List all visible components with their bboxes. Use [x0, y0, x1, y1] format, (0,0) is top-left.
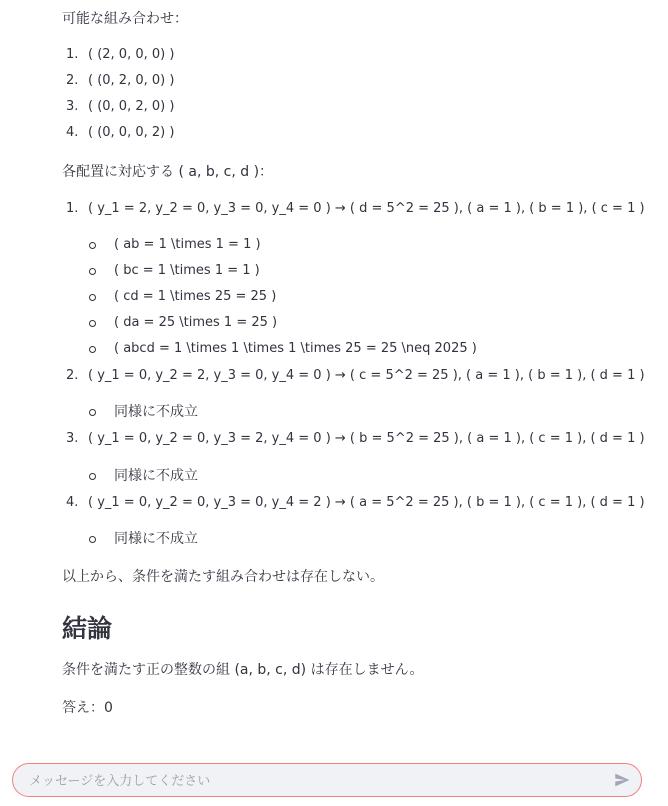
circle-bullet-icon [89, 242, 96, 249]
conclusion-heading: 結論 [62, 614, 113, 643]
sub-list-text: 同様に不成立 [114, 468, 198, 484]
list-number: 2. [66, 368, 79, 383]
circle-bullet-icon [89, 409, 96, 416]
sub-list-text: ( da = 25 \times 1 = 25 ) [114, 315, 278, 330]
sub-list-text: ( cd = 1 \times 25 = 25 ) [114, 289, 277, 304]
sub-list-text: 同様に不成立 [114, 404, 198, 420]
circle-bullet-icon [89, 346, 96, 353]
summary-text: 以上から、条件を満たす組み合わせは存在しない。 [62, 569, 384, 585]
sub-list-text: ( bc = 1 \times 1 = 1 ) [114, 263, 260, 278]
list-text: ( (0, 0, 2, 0) ) [88, 99, 175, 114]
circle-bullet-icon [89, 536, 96, 543]
list-number: 3. [66, 99, 79, 114]
list-text: ( y_1 = 2, y_2 = 0, y_3 = 0, y_4 = 0 ) → ( d = 5^2 = 25 ), ( a = 1 ), ( b = 1 ), ( c = 1 ) [88, 201, 645, 216]
list-text: ( y_1 = 0, y_2 = 0, y_3 = 2, y_4 = 0 ) → ( b = 5^2 = 25 ), ( a = 1 ), ( c = 1 ), ( d = 1 ) [88, 431, 645, 446]
list-number: 1. [66, 201, 79, 216]
mapping-intro-text: 各配置に対応する ( a, b, c, d )： [62, 164, 274, 180]
conclusion-text: 条件を満たす正の整数の組 (a, b, c, d) は存在しません。 [62, 662, 424, 678]
sub-list-text: ( abcd = 1 \times 1 \times 1 \times 25 = 25 \neq 2025 ) [114, 341, 477, 356]
list-number: 4. [66, 495, 79, 510]
list-text: ( (0, 2, 0, 0) ) [88, 73, 175, 88]
send-button[interactable] [613, 771, 631, 789]
circle-bullet-icon [89, 268, 96, 275]
message-input[interactable] [27, 764, 611, 798]
send-icon [613, 771, 631, 789]
list-text: ( y_1 = 0, y_2 = 0, y_3 = 0, y_4 = 2 ) → ( a = 5^2 = 25 ), ( b = 1 ), ( c = 1 ), ( d = 1 ) [88, 495, 645, 510]
list-text: ( (0, 0, 0, 2) ) [88, 125, 175, 140]
list-number: 3. [66, 431, 79, 446]
list-number: 1. [66, 47, 79, 62]
sub-list-text: 同様に不成立 [114, 531, 198, 547]
sub-list-text: ( ab = 1 \times 1 = 1 ) [114, 237, 261, 252]
list-text: ( y_1 = 0, y_2 = 2, y_3 = 0, y_4 = 0 ) → ( c = 5^2 = 25 ), ( a = 1 ), ( b = 1 ), ( d = 1 ) [88, 368, 645, 383]
answer-text: 答え：0 [62, 700, 113, 716]
circle-bullet-icon [89, 320, 96, 327]
list-text: ( (2, 0, 0, 0) ) [88, 47, 175, 62]
list-number: 4. [66, 125, 79, 140]
list-number: 2. [66, 73, 79, 88]
circle-bullet-icon [89, 473, 96, 480]
intro-text: 可能な組み合わせ： [62, 11, 188, 27]
chat-input-bar [12, 763, 642, 797]
circle-bullet-icon [89, 294, 96, 301]
